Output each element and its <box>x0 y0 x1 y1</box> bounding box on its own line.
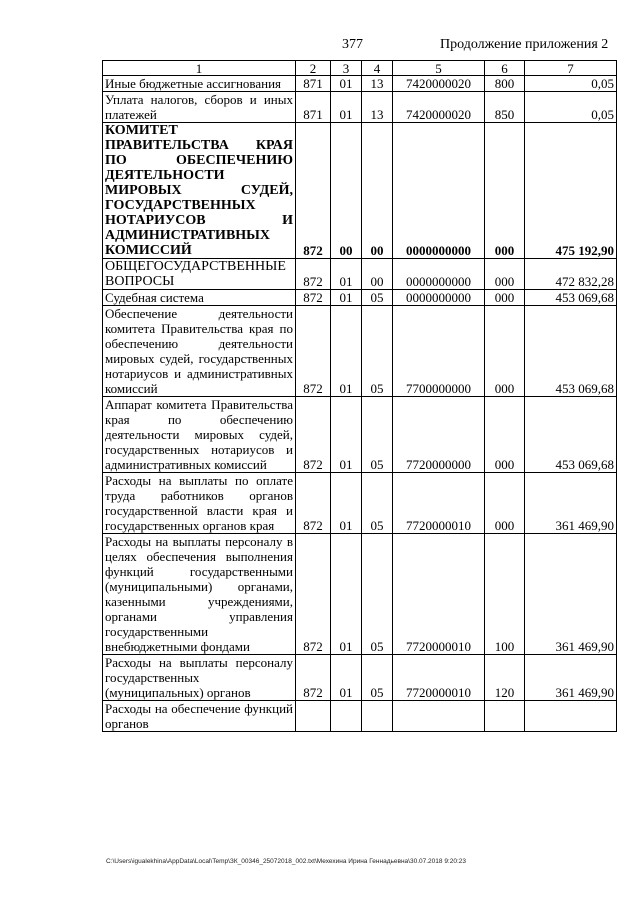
row-code-target <box>393 701 485 732</box>
row-code-expense: 100 <box>485 534 525 655</box>
row-name: Уплата налогов, сборов и иных платежей <box>103 92 296 123</box>
header-col-3: 3 <box>331 61 362 76</box>
row-code-subsection: 05 <box>362 397 393 473</box>
row-code-section: 01 <box>331 534 362 655</box>
row-code-admin: 872 <box>296 290 331 306</box>
row-code-target: 7720000010 <box>393 655 485 701</box>
file-path-footer: C:\Users\igualekhina\AppData\Local\Temp\ЗК_00346_25072018_002.txt\Мехехина Ирина Геннадьевна\30.07.2018 9:20:23 <box>106 858 467 865</box>
row-name: Расходы на выплаты персоналу в целях обеспечения выполнения функций государственными (муниципальными) органами, казенными учреждениями, органами управления государственными внебюджетными фондами <box>103 534 296 655</box>
row-amount: 475 192,90 <box>525 123 617 259</box>
row-name: Аппарат комитета Правительства края по обеспечению деятельности мировых судей, государственных нотариусов и административных комиссий <box>103 397 296 473</box>
row-code-target: 7720000010 <box>393 534 485 655</box>
header-col-4: 4 <box>362 61 393 76</box>
header-col-7: 7 <box>525 61 617 76</box>
table-row <box>103 76 617 92</box>
row-code-subsection: 00 <box>362 123 393 259</box>
row-name: Обеспечение деятельности комитета Правительства края по обеспечению деятельности мировых судей, государственных нотариусов и административных комиссий <box>103 306 296 397</box>
row-code-admin: 871 <box>296 92 331 123</box>
table-header-row <box>103 61 617 76</box>
row-amount: 472 832,28 <box>525 259 617 290</box>
row-code-expense: 000 <box>485 259 525 290</box>
table-row <box>103 290 617 306</box>
row-code-expense: 000 <box>485 306 525 397</box>
table-row <box>103 534 617 655</box>
row-amount: 361 469,90 <box>525 534 617 655</box>
header-col-6: 6 <box>485 61 525 76</box>
row-code-expense: 000 <box>485 290 525 306</box>
row-code-target: 0000000000 <box>393 123 485 259</box>
row-code-section: 01 <box>331 397 362 473</box>
row-code-admin: 872 <box>296 123 331 259</box>
row-code-target: 7420000020 <box>393 76 485 92</box>
row-amount: 453 069,68 <box>525 290 617 306</box>
row-code-section: 01 <box>331 655 362 701</box>
row-amount <box>525 701 617 732</box>
row-code-expense <box>485 701 525 732</box>
row-code-expense: 000 <box>485 473 525 534</box>
row-code-expense: 000 <box>485 397 525 473</box>
table-row <box>103 397 617 473</box>
table-row <box>103 473 617 534</box>
row-name: Расходы на выплаты по оплате труда работников органов государственной власти края и государственных органов края <box>103 473 296 534</box>
row-amount: 361 469,90 <box>525 655 617 701</box>
row-code-section: 01 <box>331 259 362 290</box>
header-col-2: 2 <box>296 61 331 76</box>
row-code-admin: 872 <box>296 259 331 290</box>
row-amount: 453 069,68 <box>525 306 617 397</box>
row-code-target: 7720000000 <box>393 397 485 473</box>
row-code-target: 0000000000 <box>393 259 485 290</box>
row-code-target: 0000000000 <box>393 290 485 306</box>
row-code-subsection <box>362 701 393 732</box>
continuation-label: Продолжение приложения 2 <box>440 37 609 52</box>
budget-table <box>102 60 617 732</box>
row-code-admin: 872 <box>296 397 331 473</box>
table-row <box>103 92 617 123</box>
row-code-section: 01 <box>331 92 362 123</box>
row-code-expense: 120 <box>485 655 525 701</box>
row-code-subsection: 05 <box>362 534 393 655</box>
row-code-section: 01 <box>331 76 362 92</box>
row-code-expense: 850 <box>485 92 525 123</box>
row-code-admin: 872 <box>296 306 331 397</box>
row-name: Расходы на обеспечение функций органов <box>103 701 296 732</box>
row-code-subsection: 05 <box>362 655 393 701</box>
row-code-section: 01 <box>331 473 362 534</box>
row-name: Расходы на выплаты персоналу государственных (муниципальных) органов <box>103 655 296 701</box>
row-amount: 453 069,68 <box>525 397 617 473</box>
row-code-admin: 872 <box>296 655 331 701</box>
row-code-section <box>331 701 362 732</box>
row-code-subsection: 13 <box>362 92 393 123</box>
row-code-admin <box>296 701 331 732</box>
row-name: КОМИТЕТ ПРАВИТЕЛЬСТВА КРАЯ ПО ОБЕСПЕЧЕНИЮ ДЕЯТЕЛЬНОСТИ МИРОВЫХ СУДЕЙ, ГОСУДАРСТВЕННЫХ НОТАРИУСОВ И АДМИНИСТРАТИВНЫХ КОМИССИЙ <box>103 123 296 259</box>
table-row <box>103 306 617 397</box>
row-name: Судебная система <box>103 290 296 306</box>
row-code-admin: 872 <box>296 473 331 534</box>
row-code-expense: 000 <box>485 123 525 259</box>
header-col-1: 1 <box>103 61 296 76</box>
row-code-section: 01 <box>331 290 362 306</box>
row-code-subsection: 00 <box>362 259 393 290</box>
row-code-admin: 871 <box>296 76 331 92</box>
row-code-section: 00 <box>331 123 362 259</box>
table-row <box>103 123 617 259</box>
row-code-expense: 800 <box>485 76 525 92</box>
row-name: Иные бюджетные ассигнования <box>103 76 296 92</box>
row-code-target: 7700000000 <box>393 306 485 397</box>
row-amount: 0,05 <box>525 76 617 92</box>
row-code-subsection: 13 <box>362 76 393 92</box>
row-name: ОБЩЕГОСУДАРСТВЕННЫЕ ВОПРОСЫ <box>103 259 296 290</box>
row-amount: 0,05 <box>525 92 617 123</box>
header-col-5: 5 <box>393 61 485 76</box>
row-code-target: 7420000020 <box>393 92 485 123</box>
row-amount: 361 469,90 <box>525 473 617 534</box>
row-code-section: 01 <box>331 306 362 397</box>
row-code-admin: 872 <box>296 534 331 655</box>
page-number: 377 <box>342 37 363 52</box>
row-code-subsection: 05 <box>362 473 393 534</box>
row-code-subsection: 05 <box>362 290 393 306</box>
row-code-subsection: 05 <box>362 306 393 397</box>
row-code-target: 7720000010 <box>393 473 485 534</box>
table-row <box>103 701 617 732</box>
table-row <box>103 259 617 290</box>
table-row <box>103 655 617 701</box>
